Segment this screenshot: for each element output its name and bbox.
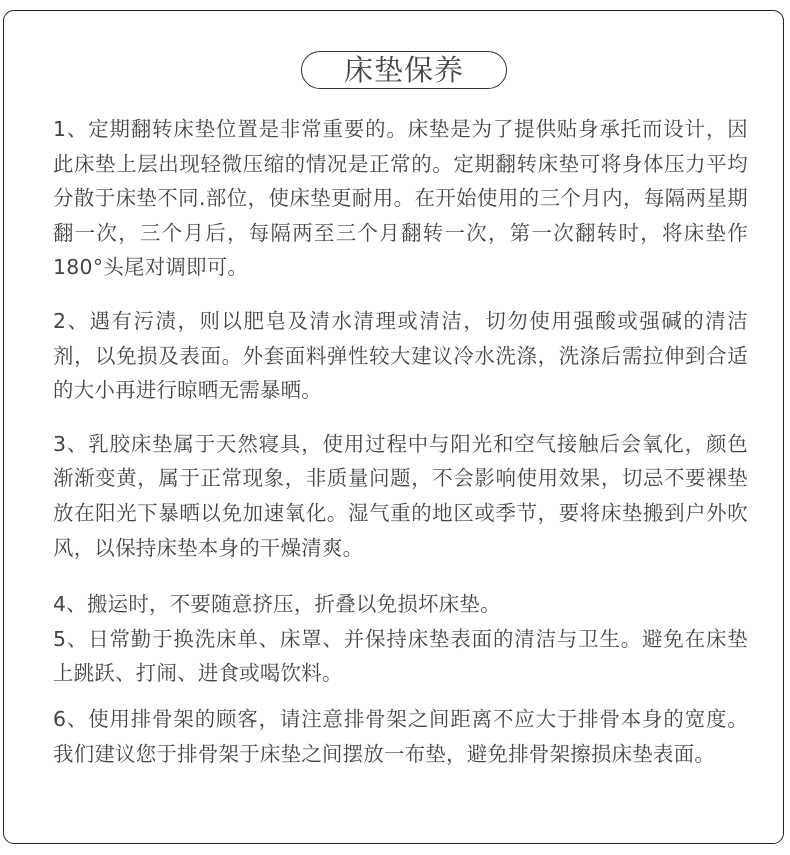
instruction-paragraph-6: 6、使用排骨架的顾客，请注意排骨架之间距离不应大于排骨本身的宽度。我们建议您于排骨架于床垫之间摆放一布垫，避免排骨架擦损床垫表面。 — [53, 706, 748, 766]
instruction-paragraph-2: 2、遇有污渍，则以肥皂及清水清理或清洁，切勿使用强酸或强碱的清洁剂，以免损及表面。外套面料弹性较大建议冷水洗涤，洗涤后需拉伸到合适的大小再进行晾晒无需暴晒。 — [53, 308, 748, 403]
section-title: 床垫保养 — [343, 52, 464, 87]
instruction-paragraph-1: 1、定期翻转床垫位置是非常重要的。床垫是为了提供贴身承托而设计，因此床垫上层出现轻微压缩的情况是正常的。定期翻转床垫可将身体压力平均分散于床垫不同.部位，使床垫更耐用。在开始使用的三个月内，每隔两星期翻一次，三个月后，每隔两至三个月翻转一次，第一次翻转时，将床垫作180°头尾对调即可。 — [53, 117, 748, 280]
care-instructions-list — [53, 112, 748, 771]
instruction-paragraph-3: 3、乳胶床垫属于天然寝具，使用过程中与阳光和空气接触后会氧化，颜色渐渐变黄，属于正常现象，非质量问题，不会影响使用效果，切忌不要裸垫放在阳光下暴晒以免加速氧化。湿气重的地区或季节，要将床垫搬到户外吹风，以保持床垫本身的干燥清爽。 — [53, 431, 748, 560]
instruction-paragraph-5: 5、日常勤于换洗床单、床罩、并保持床垫表面的清洁与卫生。避免在床垫上跳跃、打闹、进食或喝饮料。 — [53, 626, 748, 686]
section-title-pill — [301, 51, 507, 89]
instruction-paragraph-4: 4、搬运时，不要随意挤压，折叠以免损坏床垫。 — [53, 592, 501, 617]
